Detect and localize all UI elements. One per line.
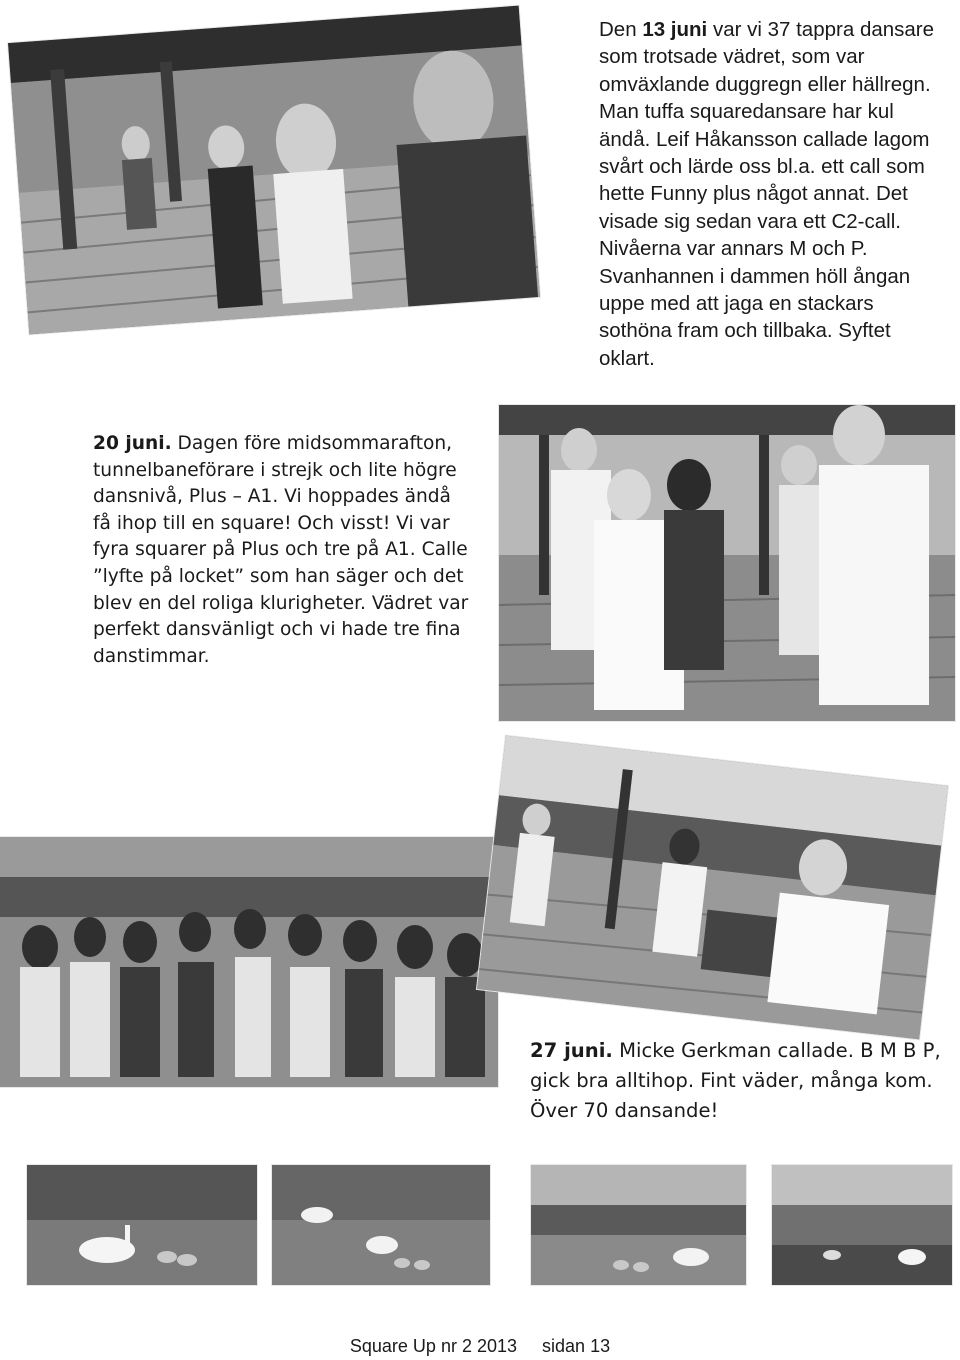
photo-swan-2 [272, 1165, 490, 1285]
page-footer [0, 1336, 960, 1357]
photo-dancing-group [499, 405, 955, 721]
paragraph-13-juni: Den 13 juni var vi 37 tappra dansare som trotsade vädret, som var omväxlande duggregn eller hällregn. Man tuffa squaredansare har kul ändå. Leif Håkansson callade lagom svårt och lärde oss bl.a. ett call som hette Funny plus något annat. Det visade sig sedan vara ett C2-call. Nivåerna var annars M och P. Svanhannen i dammen höll ångan uppe med att jaga en stackars sothöna fram och tillbaka. Syftet oklart. [599, 18, 935, 370]
paragraph-20-juni: 20 juni. Dagen före midsommarafton, tunnelbaneförare i strejk och lite högre dansnivå, Plus – A1. Vi hoppades ändå få ihop till en square! Och visst! Vi var fyra squarer på Plus och tre på A1. Calle ”lyfte på locket” som han säger och det blev en del roliga klurigheter. Vädret var perfekt dansvänligt och vi hade tre fina danstimmar. [93, 433, 469, 667]
photo-pavilion-dancers [8, 6, 540, 335]
date-20-juni: 20 juni. [93, 433, 172, 454]
photo-caller-stage [477, 736, 948, 1040]
footer-publication: Square Up nr 2 2013 [349, 1336, 518, 1356]
photo-swan-3 [531, 1165, 746, 1285]
paragraph-27-juni: 27 juni. Micke Gerkman callade. B M B P, gick bra alltihop. Fint väder, många kom. Över 70 dansande! [530, 1039, 941, 1122]
photo-swan-1 [27, 1165, 257, 1285]
date-13-juni: 13 juni [642, 18, 708, 41]
footer-page-number: sidan 13 [542, 1336, 611, 1356]
photo-swan-4 [772, 1165, 952, 1285]
date-27-juni: 27 juni. [530, 1039, 613, 1062]
photo-circle-dance [0, 837, 498, 1087]
